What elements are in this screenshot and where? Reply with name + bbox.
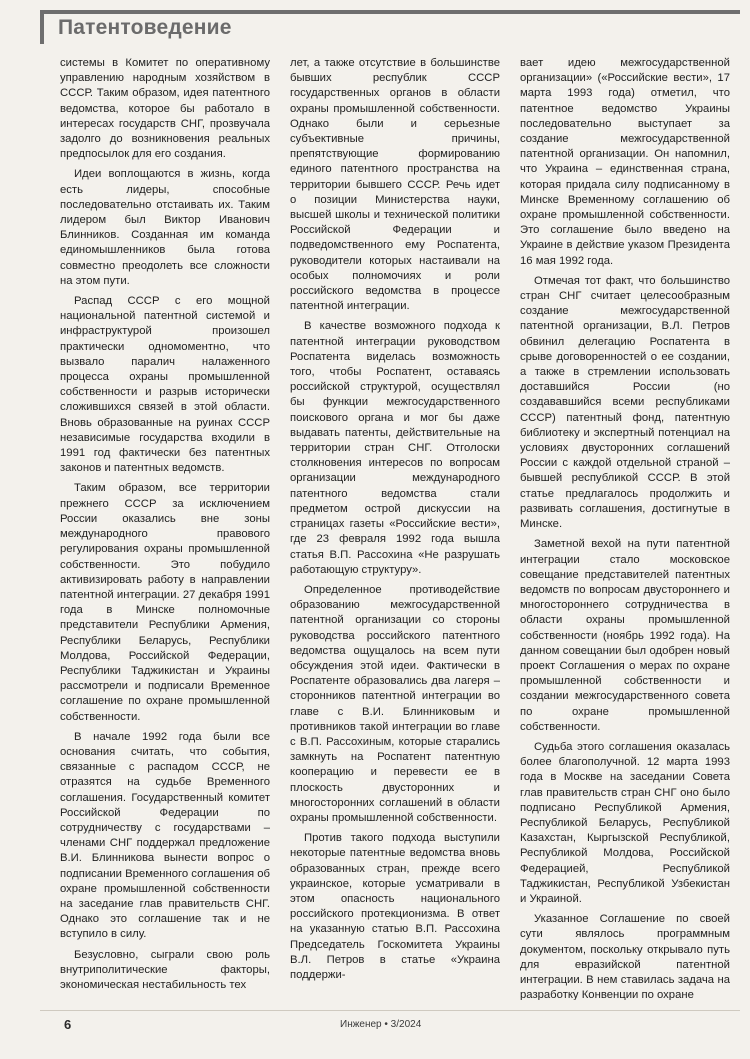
paragraph: В качестве возможного подхода к патентной интеграции руководством Роспатента виделась возможность того, чтобы Роспатент, оставаясь российской структурой, осуществлял бы функции межгосударственного поискового органа и мог бы даже выдавать патенты, действительные на территории стран СНГ. Отголоски столкновения интересов по вопросам организации международного патентного ведомства стали предметом острой дискуссии на страницах газеты «Российские вести», где 23 февраля 1992 года вышла статья В.П. Рассохина «Не разрушать работающую структуру». <box>290 320 500 576</box>
paragraph: Отмечая тот факт, что большинство стран СНГ считает целесообразным создание межгосударственной патентной организации, В.Л. Петров обвинил делегацию Роспатента в срыве договоренностей о ее создании, а также в стремлении использовать доставшийся России (но создававшийся всеми республиками СССР) патентный фонд, патентную библиотеку и экспертный потенциал на условиях двусторонних соглашений России с каждой отдельной страной – бывшей республикой СССР. В этой статье предлагалось продолжить и развивать соглашения, достигнутые в Минске. <box>520 274 730 531</box>
paragraph: Идеи воплощаются в жизнь, когда есть лидеры, способные последовательно отстаивать их. Таким лидером был Виктор Иванович Блинников. Созданная им команда единомышленников была готова совместно преодолеть все сложности на этом пути. <box>60 168 270 287</box>
paragraph: системы в Комитет по оперативному управлению народным хозяйством в СССР. Таким образом, идея патентного ведомства, которое бы работало в интересах государств СНГ, прозвучала задолго до возникновения реальных предпосылок для его создания. <box>60 57 270 161</box>
paragraph: Указанное Соглашение по своей сути являлось программным документом, поскольку открывало путь для евразийской патентной интеграции. В нем ставилась задача на разработку Конвенции по охране <box>520 913 730 1000</box>
column-2 <box>290 56 500 1000</box>
paragraph: В начале 1992 года были все основания считать, что события, связанные с распадом СССР, не отразятся на судьбе Временного соглашения. Государственный комитет Российской Федерации по сотрудничеству с государствами – членами СНГ поддержал предложение В.И. Блинникова вынести вопрос о подписании Временного соглашения об охране промышленной собственности на заседание глав правительств СНГ. Однако это соглашение так и не вступило в силу. <box>60 730 270 941</box>
paragraph: лет, а также отсутствие в большинстве бывших республик СССР государственных органов в области охраны промышленной собственности. Однако были и серьезные субъективные причины, препятствующие формированию единого патентного пространства на территории бывшего СССР. Речь идет о позиции Министерства науки, высшей школы и технической политики Российской Федерации и подведомственного ему Роспатента, руководители которых настаивали на особых полномочиях и роли российского ведомства в процессе патентной интеграции. <box>290 57 500 313</box>
section-title: Патентоведение <box>58 16 232 39</box>
paragraph: Таким образом, все территории прежнего СССР за исключением России оказались вне зоны международного правового регулирования охраны промышленной собственности. Это побудило активизировать работу в направлении патентной интеграции. 27 декабря 1991 года в Минске полномочные представители Республики Армения, Республики Беларусь, Республики Молдова, Российской Федерации, Республики Таджикистан и Украины рассмотрели и подписали Временное соглашение по охране промышленной собственности. <box>60 482 270 723</box>
paragraph: Безусловно, сыграли свою роль внутриполитические факторы, экономическая нестабильность тех <box>60 948 270 991</box>
paragraph: Заметной вехой на пути патентной интеграции стало московское совещание представителей патентных ведомств по вопросам двустороннего и многостороннего сотрудничества в области охраны промышленной собственности (ноябрь 1992 года). На данном совещании был одобрен новый проект Соглашения о мерах по охране промышленной собственности и создании межгосударственного совета по охране промышленной собственности. <box>520 538 730 733</box>
column-3 <box>520 56 730 1000</box>
footer-divider <box>40 1010 740 1011</box>
section-header <box>40 10 740 44</box>
paragraph: вает идею межгосударственной организации» («Российские вести», 17 марта 1993 года) отметил, что патентное ведомство Украины последовательно выступает за создание межгосударственной патентной организации. Он напомнил, что Украина – единственная страна, которая придала силу подписанному в Минске Временному соглашению об охране промышленной собственности. Это соглашение было введено на Украине в действие указом Президента 16 мая 1992 года. <box>520 57 730 267</box>
paragraph: Определенное противодействие образованию межгосударственной патентной организации со стороны руководства российского патентного ведомства ощущалось на всем пути обсуждения этой идеи. Фактически в Роспатенте образовались два лагеря – сторонников патентной интеграции во главе с В.И. Блинниковым и противников такой интеграции во главе с В.П. Рассохиным, которые старались замкнуть на Роспатент патентную кооперацию и перевести ее в плоскость двусторонних и многосторонних соглашений в области охраны промышленной собственности. <box>290 583 500 824</box>
column-1 <box>60 56 270 1000</box>
paragraph: Распад СССР с его мощной национальной патентной системой и инфраструктурой произошел практически одномоментно, что вызвало паралич налаженного процесса охраны промышленной собственности и разрыв исторически сложившихся связей в этой области. Вновь образованные на руинах СССР независимые государства входили в 1991 год фактически без патентных законов и патентных ведомств. <box>60 295 270 475</box>
article-body <box>60 56 730 1000</box>
paragraph: Против такого подхода выступили некоторые патентные ведомства вновь образованных стран, прежде всего украинское, которые усматривали в этом опасность национального российского протекционизма. В ответ на указанную статью В.П. Рассохина Председатель Госкомитета Украины В.Л. Петров в статье «Украина поддержи- <box>290 832 500 981</box>
page-number: 6 <box>64 1017 72 1032</box>
paragraph: Судьба этого соглашения оказалась более благополучной. 12 марта 1993 года в Москве на заседании Совета глав правительств стран СНГ оно было подписано Республикой Армения, Республикой Беларусь, Республикой Казахстан, Кыргызской Республикой, Республикой Молдова, Российской Федерацией, Республикой Таджикистан, Республикой Узбекистан и Украиной. <box>520 740 730 905</box>
journal-issue: Инженер • 3/2024 <box>340 1019 422 1030</box>
